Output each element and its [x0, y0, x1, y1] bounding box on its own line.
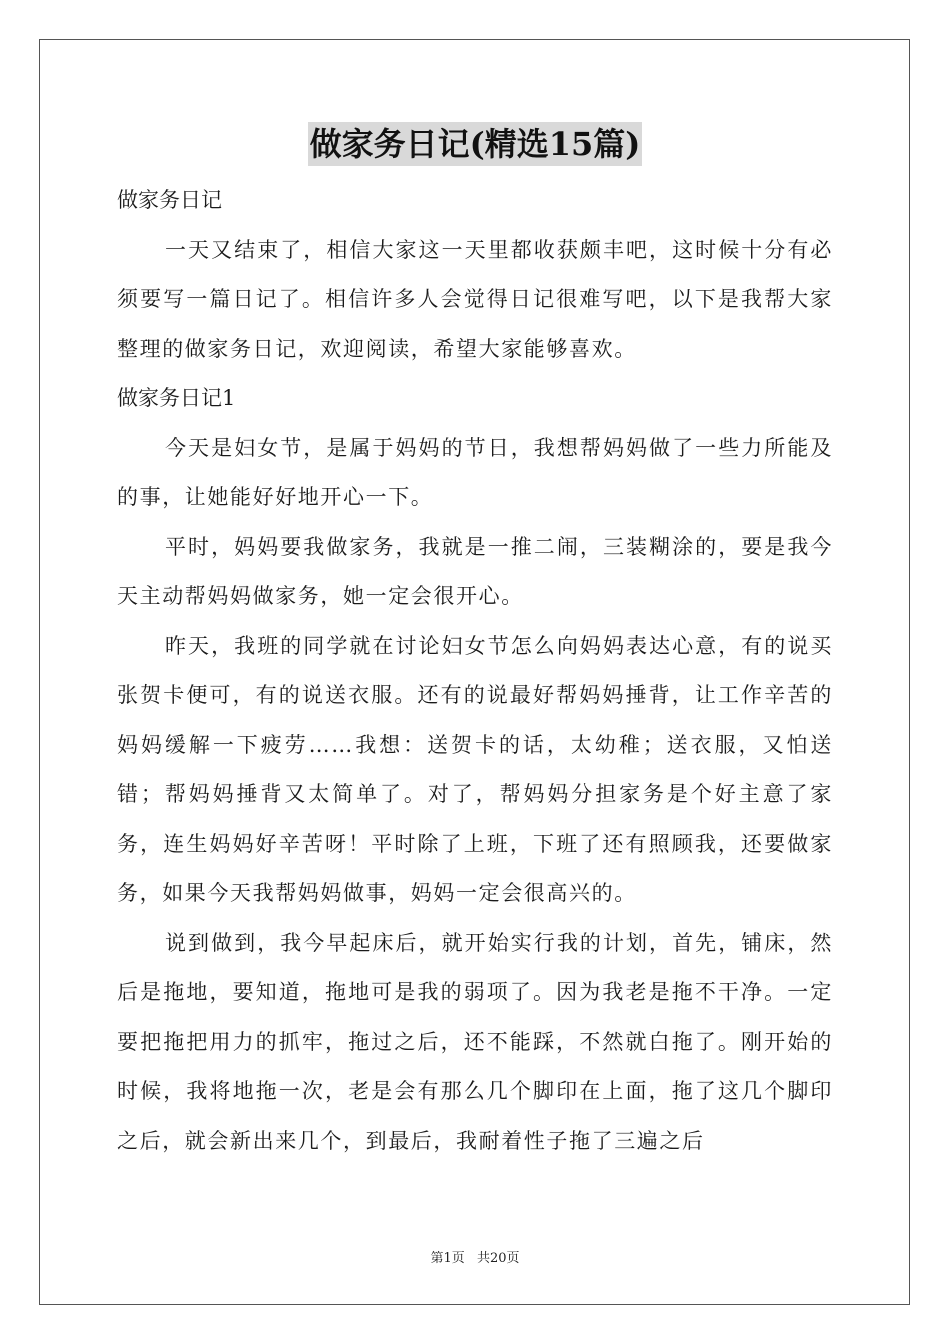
- document-body: [117, 176, 833, 1166]
- title-container: [0, 122, 950, 166]
- paragraph: 今天是妇女节，是属于妈妈的节日，我想帮妈妈做了一些力所能及的事，让她能好好地开心一下。: [117, 435, 833, 509]
- paragraph: 昨天，我班的同学就在讨论妇女节怎么向妈妈表达心意，有的说买张贺卡便可，有的说送衣服。还有的说最好帮妈妈捶背，让工作辛苦的妈妈缓解一下疲劳……我想：送贺卡的话，太幼稚；送衣服，又怕送错；帮妈妈捶背又太简单了。对了，帮妈妈分担家务是个好主意了家务，连生妈妈好辛苦呀！平时除了上班，下班了还有照顾我，还要做家务，如果今天我帮妈妈做事，妈妈一定会很高兴的。: [117, 633, 833, 905]
- section-heading: 做家务日记: [117, 188, 222, 212]
- page-number: 第1页: [430, 1251, 465, 1266]
- section-heading: 做家务日记1: [117, 386, 236, 410]
- page-footer: [0, 1247, 950, 1266]
- paragraph-intro: 一天又结束了，相信大家这一天里都收获颇丰吧，这时候十分有必须要写一篇日记了。相信许多人会觉得日记很难写吧，以下是我帮大家整理的做家务日记，欢迎阅读，希望大家能够喜欢。: [117, 237, 833, 361]
- document-title: 做家务日记(精选15篇): [308, 122, 643, 166]
- paragraph: 说到做到，我今早起床后，就开始实行我的计划，首先，铺床，然后是拖地，要知道，拖地可是我的弱项了。因为我老是拖不干净。一定要把拖把用力的抓牢，拖过之后，还不能踩，不然就白拖了。刚开始的时候，我将地拖一次，老是会有那么几个脚印在上面，拖了这几个脚印之后，就会新出来几个，到最后，我耐着性子拖了三遍之后: [117, 930, 833, 1153]
- page-total: 共20页: [476, 1251, 520, 1266]
- paragraph: 平时，妈妈要我做家务，我就是一推二闹，三装糊涂的，要是我今天主动帮妈妈做家务，她一定会很开心。: [117, 534, 833, 608]
